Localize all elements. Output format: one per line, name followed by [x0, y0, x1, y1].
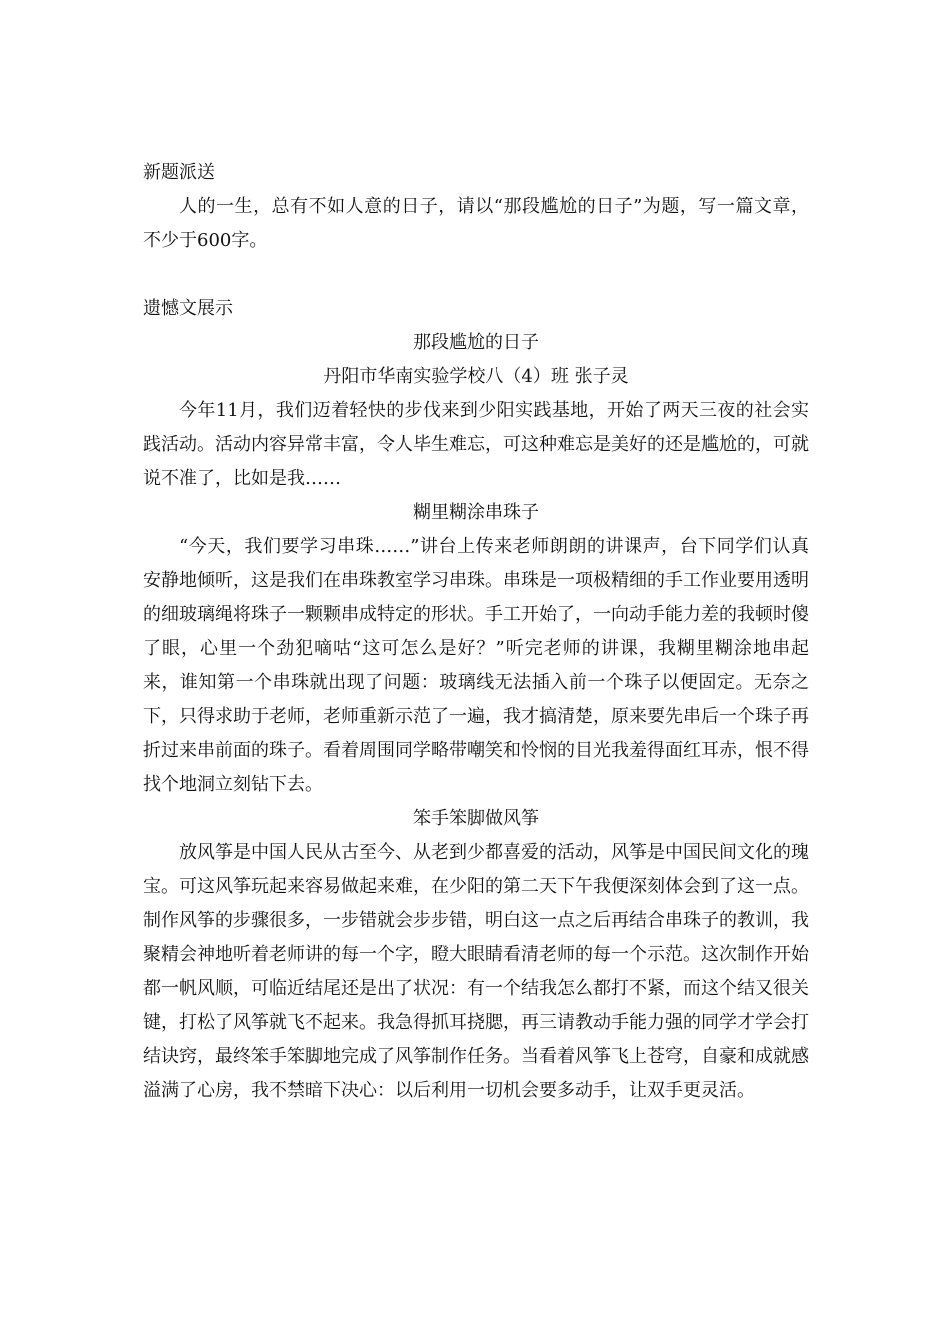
essay-intro: 今年11月，我们迈着轻快的步伐来到少阳实践基地，开始了两天三夜的社会实践活动。活动内容异常丰富，令人毕生难忘，可这种难忘是美好的还是尴尬的，可就说不准了，比如是我……: [143, 400, 809, 489]
section-gap: [143, 258, 809, 292]
essay-section-label: 遗憾文展示: [143, 298, 233, 319]
prompt-text: 人的一生，总有不如人意的日子，请以“那段尴尬的日子”为题，写一篇文章，不少于600字。: [143, 196, 809, 251]
essay-paragraph-kite: 放风筝是中国人民从古至今、从老到少都喜爱的活动，风筝是中国民间文化的瑰宝。可这风筝玩起来容易做起来难，在少阳的第二天下午我便深刻体会到了这一点。制作风筝的步骤很多，一步错就会步步错，明白这一点之后再结合串珠子的教训，我聚精会神地听着老师讲的每一个字，瞪大眼睛看清老师的每一个示范。这次制作开始都一帆风顺，可临近结尾还是出了状况：有一个结我怎么都打不紧，而这个结又很关键，打松了风筝就飞不起来。我急得抓耳挠腮，再三请教动手能力强的同学才学会打结诀窍，最终笨手笨脚地完成了风筝制作任务。当看着风筝飞上苍穹，自豪和成就感溢满了心房，我不禁暗下决心：以后利用一切机会要多动手，让双手更灵活。: [143, 842, 809, 1101]
prompt-section-label: 新题派送: [143, 162, 215, 183]
essay-paragraph-beads: “今天，我们要学习串珠……”讲台上传来老师朗朗的讲课声，台下同学们认真安静地倾听，这是我们在串珠教室学习串珠。串珠是一项极精细的手工作业要用透明的细玻璃绳将珠子一颗颗串成特定的形状。手工开始了，一向动手能力差的我顿时傻了眼，心里一个劲犯嘀咕“这可怎么是好？”听完老师的讲课，我糊里糊涂地串起来，谁知第一个串珠就出现了问题：玻璃线无法插入前一个珠子以便固定。无奈之下，只得求助于老师，老师重新示范了一遍，我才搞清楚，原来要先串后一个珠子再折过来串前面的珠子。看着周围同学略带嘲笑和怜悯的目光我羞得面红耳赤，恨不得找个地洞立刻钻下去。: [143, 536, 809, 795]
document-page: [143, 156, 809, 1108]
essay-subtitle-kite: 笨手笨脚做风筝: [413, 808, 539, 829]
essay-title: 那段尴尬的日子: [413, 332, 539, 353]
essay-author: 丹阳市华南实验学校八（4）班 张子灵: [323, 366, 629, 387]
essay-subtitle-beads: 糊里糊涂串珠子: [413, 502, 539, 523]
